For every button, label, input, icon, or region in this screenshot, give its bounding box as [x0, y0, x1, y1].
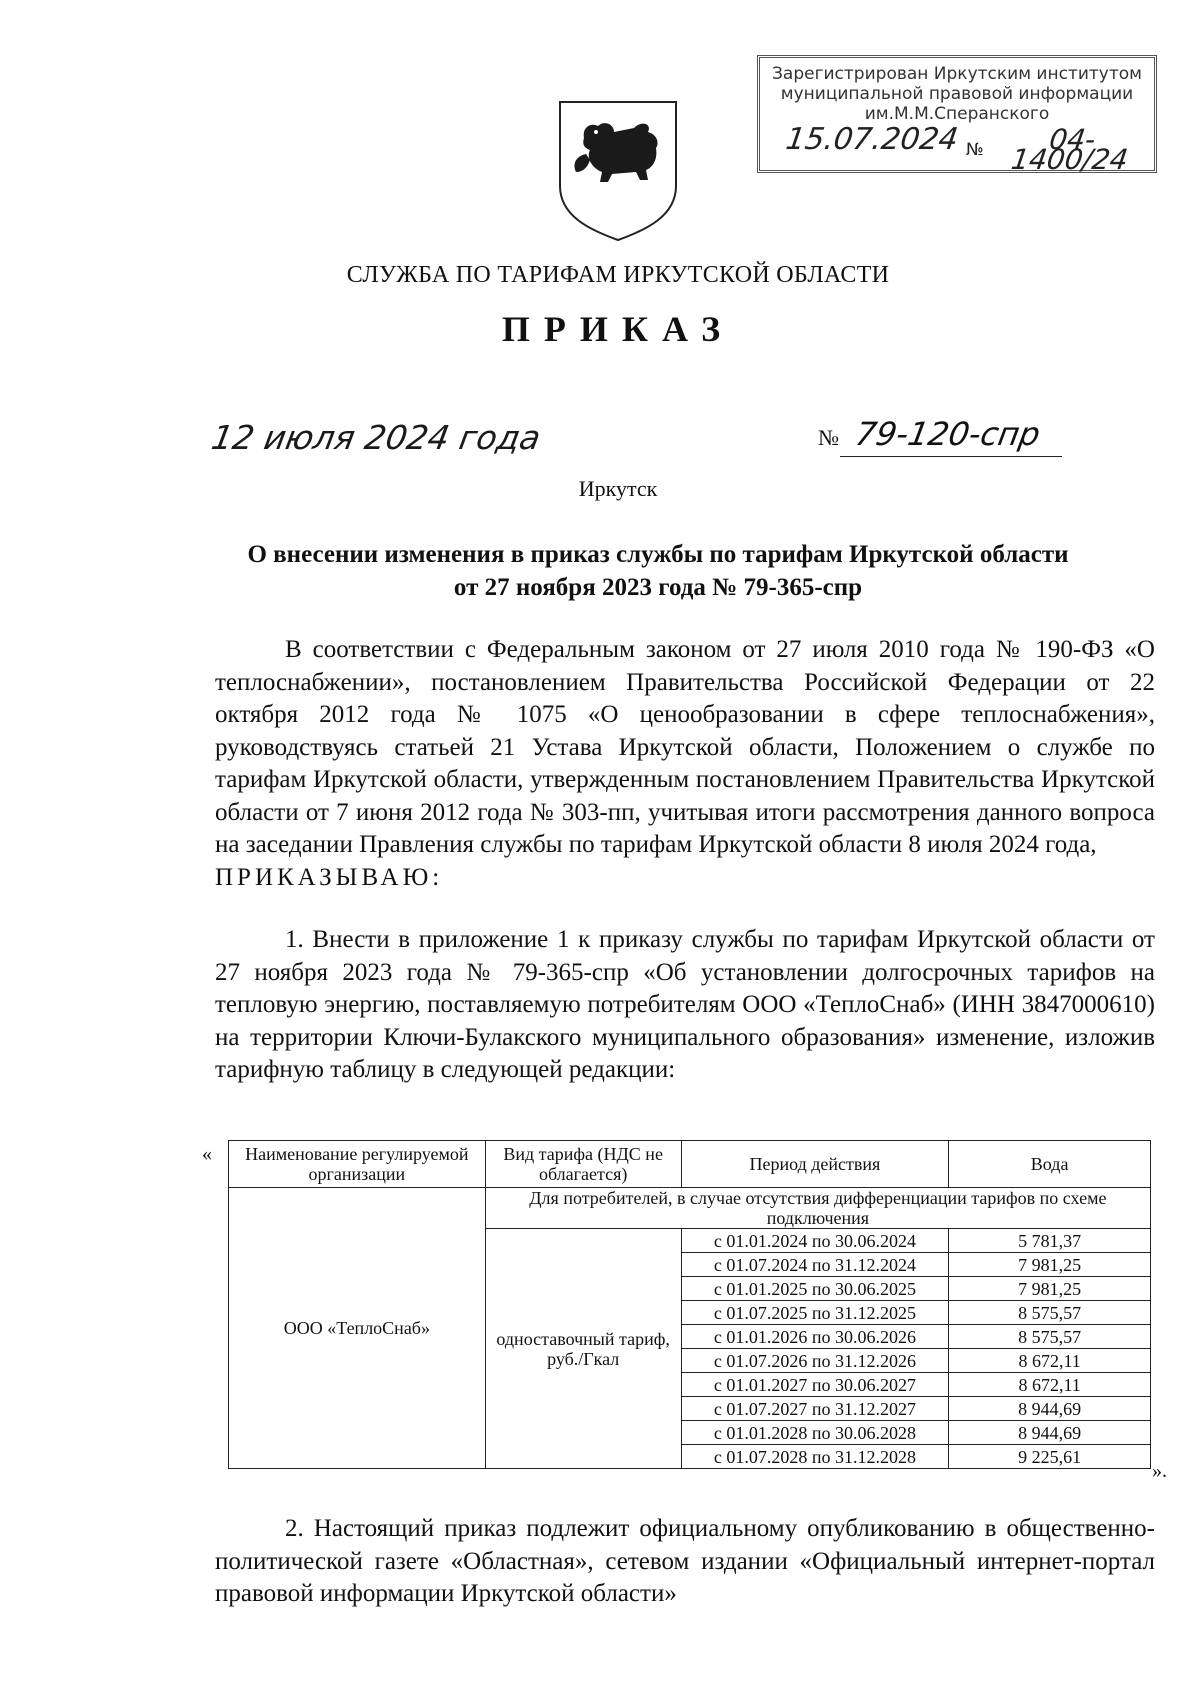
- city: Иркутск: [578, 476, 658, 501]
- order-word: ПРИКАЗЫВАЮ:: [215, 863, 444, 891]
- table-quote-open: «: [202, 1143, 212, 1165]
- header-water: Вода: [949, 1141, 1151, 1188]
- value-cell: 8 575,57: [949, 1325, 1151, 1349]
- coat-of-arms-icon: [556, 98, 680, 243]
- agency-name: СЛУЖБА ПО ТАРИФАМ ИРКУТСКОЙ ОБЛАСТИ: [346, 262, 890, 288]
- value-cell: 5 781,37: [949, 1229, 1151, 1253]
- registration-stamp: [757, 55, 1157, 176]
- clause-1-paragraph: 1. Внести в приложение 1 к приказу службы по тарифам Иркутской области от 27 ноября 2023 года № 79-365-спр «Об установлении долгосрочных тарифов на тепловую энергию, поставляемую потребителям ООО «ТеплоСнаб» (ИНН 3847000610) на территории Ключи-Булакского муниципального образования» изменение, изложив тарифную таблицу в следующей редакции:: [215, 926, 1155, 1083]
- header-period: Период действия: [681, 1141, 949, 1188]
- period-cell: с 01.07.2025 по 31.12.2025: [681, 1301, 949, 1325]
- value-cell: 7 981,25: [949, 1277, 1151, 1301]
- period-cell: с 01.01.2026 по 30.06.2026: [681, 1325, 949, 1349]
- header-organization: Наименование регулируемой организации: [229, 1141, 486, 1188]
- signing-date: 12 июля 2024 года: [208, 418, 544, 457]
- value-cell: 8 944,69: [949, 1421, 1151, 1445]
- stamp-registration-date: 15.07.2024: [783, 122, 961, 157]
- period-cell: с 01.07.2027 по 31.12.2027: [681, 1397, 949, 1421]
- title-line-2: от 27 ноября 2023 года № 79-365-спр: [453, 574, 863, 601]
- stamp-number-label: №: [966, 140, 984, 160]
- order-number: 79-120-спр: [852, 415, 1044, 453]
- table-row: [229, 1188, 1151, 1229]
- tariff-type-cell: одноставочный тариф, руб./Гкал: [485, 1229, 681, 1469]
- value-cell: 8 575,57: [949, 1301, 1151, 1325]
- table-quote-close: ».: [1152, 1460, 1167, 1482]
- organization-cell: ООО «ТеплоСнаб»: [229, 1188, 486, 1469]
- clause-2-paragraph: 2. Настоящий приказ подлежит официальному опубликованию в общественно-политической газете «Областная», сетевом издании «Официальный интернет-портал правовой информации Иркутской области»: [215, 1515, 1155, 1607]
- consumer-note-cell: Для потребителей, в случае отсутствия дифференциации тарифов по схеме подключения: [485, 1188, 1150, 1229]
- period-cell: с 01.07.2028 по 31.12.2028: [681, 1445, 949, 1469]
- period-cell: с 01.07.2026 по 31.12.2026: [681, 1349, 949, 1373]
- period-cell: с 01.01.2027 по 30.06.2027: [681, 1373, 949, 1397]
- table-header-row: [229, 1141, 1151, 1188]
- period-cell: с 01.07.2024 по 31.12.2024: [681, 1253, 949, 1277]
- value-cell: 7 981,25: [949, 1253, 1151, 1277]
- order-number-label: №: [818, 425, 839, 450]
- value-cell: 8 672,11: [949, 1349, 1151, 1373]
- period-cell: с 01.01.2028 по 30.06.2028: [681, 1421, 949, 1445]
- stamp-line-1: Зарегистрирован Иркутским институтом: [772, 64, 1142, 84]
- value-cell: 9 225,61: [949, 1445, 1151, 1469]
- preamble-paragraph: В соответствии с Федеральным законом от 27 июля 2010 года № 190-ФЗ «О теплоснабжении», постановлением Правительства Российской Федерации от 22 октября 2012 года № 1075 «О ценообразовании в сфере теплоснабжения», руководствуясь статьей 21 Устава Иркутской области, Положением о службе по тарифам Иркутской области, утвержденным постановлением Правительства Иркутской области от 7 июня 2012 года № 303-пп, учитывая итоги рассмотрения данного вопроса на заседании Правления службы по тарифам Иркутской области 8 июля 2024 года,: [215, 636, 1155, 858]
- preamble-block: [215, 634, 1155, 894]
- header-tariff-type: Вид тарифа (НДС не облагается): [485, 1141, 681, 1188]
- stamp-registration-number: 04-1400/24: [1009, 123, 1131, 176]
- document-type: ПРИКАЗ: [501, 309, 735, 349]
- stamp-line-2: муниципальной правовой информации: [780, 84, 1134, 104]
- period-cell: с 01.01.2024 по 30.06.2024: [681, 1229, 949, 1253]
- tariff-table: [228, 1140, 1151, 1469]
- title-line-1: О внесении изменения в приказ службы по тарифам Иркутской области: [247, 541, 1069, 568]
- stamp-line-3: им.М.М.Сперанского: [864, 104, 1050, 124]
- stamp-registration-row: [774, 122, 1146, 176]
- value-cell: 8 944,69: [949, 1397, 1151, 1421]
- order-number-underline: [840, 456, 1062, 457]
- document-title: [160, 538, 1156, 604]
- value-cell: 8 672,11: [949, 1373, 1151, 1397]
- period-cell: с 01.01.2025 по 30.06.2025: [681, 1277, 949, 1301]
